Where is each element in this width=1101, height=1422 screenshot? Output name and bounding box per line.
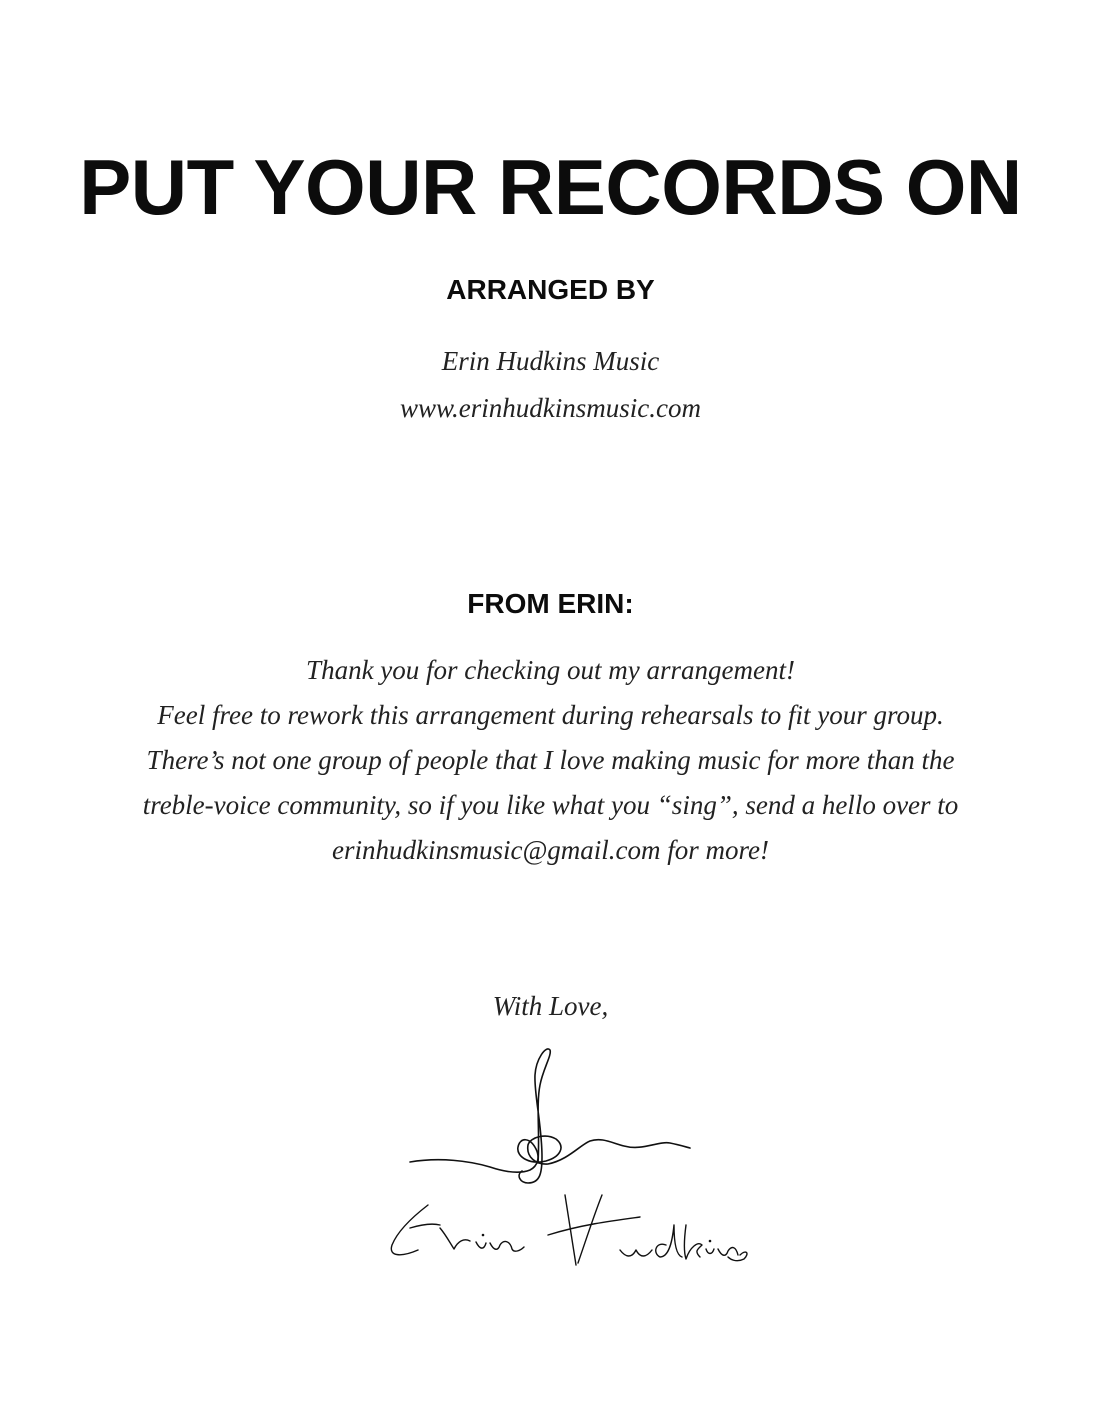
from-erin-heading: FROM ERIN: — [467, 588, 634, 619]
arranger-website: www.erinhudkinsmusic.com — [400, 393, 701, 423]
note-line: treble-voice community, so if you like what you “sing”, send a hello over to — [142, 790, 959, 820]
note-line: Thank you for checking out my arrangement! — [306, 655, 795, 685]
note-line: There’s not one group of people that I love making music for more than the — [146, 745, 955, 775]
arranged-by-heading: ARRANGED BY — [446, 274, 655, 305]
closing-text: With Love, — [492, 991, 609, 1021]
song-title: PUT YOUR RECORDS ON — [79, 143, 1022, 231]
arranger-block — [0, 338, 1101, 432]
note-line: Feel free to rework this arrangement during rehearsals to fit your group. — [157, 700, 944, 730]
note-paragraph — [60, 648, 1041, 873]
note-line: erinhudkinsmusic@gmail.com for more! — [331, 835, 770, 865]
treble-clef-icon — [410, 1049, 690, 1183]
signature-name — [391, 1195, 747, 1265]
signature — [380, 1045, 750, 1275]
signature-drawing — [380, 1045, 750, 1275]
arranger-name: Erin Hudkins Music — [441, 346, 660, 376]
